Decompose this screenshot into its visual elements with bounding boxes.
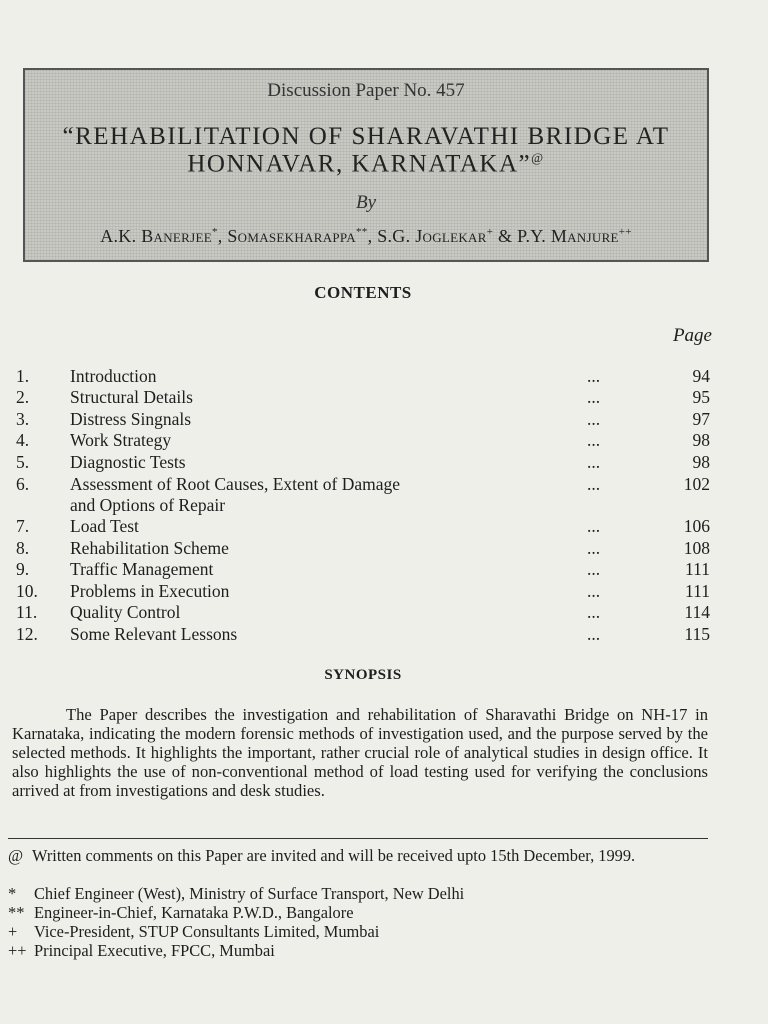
- toc-number: 1.: [16, 366, 30, 386]
- toc-leader: ...: [587, 430, 601, 450]
- footnote-divider: [8, 838, 708, 839]
- toc-title: Introduction: [70, 366, 157, 386]
- toc-number: 11.: [16, 602, 38, 622]
- toc-leader: ...: [587, 452, 601, 472]
- authors-line: [25, 226, 707, 247]
- toc-entry: [0, 387, 768, 409]
- toc-entry: [0, 516, 768, 538]
- toc-title: Structural Details: [70, 387, 193, 407]
- toc-entry: [0, 602, 768, 624]
- footnote-mark: @: [8, 846, 24, 865]
- footnote-text: Principal Executive, FPCC, Mumbai: [34, 941, 275, 960]
- toc-number: 9.: [16, 559, 30, 579]
- title-line-1: “REHABILITATION OF SHARAVATHI BRIDGE AT: [62, 123, 670, 150]
- toc-page-number: 97: [692, 409, 710, 429]
- toc-leader: ...: [587, 409, 601, 429]
- footnote-text: Engineer-in-Chief, Karnataka P.W.D., Bangalore: [34, 903, 354, 922]
- synopsis-paragraph: The Paper describes the investigation and rehabilitation of Sharavathi Bridge on NH-17 in Karnataka, indicating the modern forensic methods of investigation used, and the purpose served by the selected methods. It highlights the important, rather crucial role of analytical studies in design office. It also highlights the use of non-conventional method of load testing used for verifying the conclusions arrived at from investigations and desk studies.: [12, 705, 708, 800]
- toc-entry: [0, 366, 768, 388]
- author-mark: **: [355, 226, 368, 238]
- toc-page-number: 102: [683, 474, 710, 494]
- toc-entry: [0, 538, 768, 560]
- toc-title: Load Test: [70, 516, 139, 536]
- footnote-mark: +: [8, 922, 18, 941]
- toc-entry: [0, 409, 768, 431]
- toc-page-number: 108: [683, 538, 710, 558]
- title-mark: @: [531, 150, 545, 165]
- toc-entry: [0, 581, 768, 603]
- toc-number: 7.: [16, 516, 30, 536]
- toc-title: Diagnostic Tests: [70, 452, 186, 472]
- toc-number: 10.: [16, 581, 38, 601]
- toc-title: Quality Control: [70, 602, 181, 622]
- toc-page-number: 111: [685, 559, 710, 579]
- toc-leader: ...: [587, 559, 601, 579]
- toc-leader: ...: [587, 516, 601, 536]
- paper-number: Discussion Paper No. 457: [267, 80, 465, 101]
- author-separator: ,: [217, 226, 228, 246]
- author-name: P.Y. Manjure: [517, 226, 619, 246]
- page-column-label: Page: [672, 325, 712, 346]
- toc-number: 8.: [16, 538, 30, 558]
- title-line-2-text: HONNAVAR, KARNATAKA”: [187, 150, 532, 178]
- by-label: By: [355, 192, 377, 213]
- toc-page-number: 98: [692, 452, 710, 472]
- toc-leader: ...: [587, 474, 601, 494]
- toc-page-number: 106: [683, 516, 710, 536]
- toc-number: 5.: [16, 452, 30, 472]
- author-mark: ++: [618, 226, 632, 238]
- toc-title: Rehabilitation Scheme: [70, 538, 229, 558]
- footnote-mark: *: [8, 884, 17, 903]
- synopsis-heading: SYNOPSIS: [324, 667, 402, 683]
- toc-page-number: 94: [692, 366, 710, 386]
- toc-title: Some Relevant Lessons: [70, 624, 238, 644]
- footnote-text: Written comments on this Paper are invited and will be received upto 15th December, 1999.: [32, 846, 636, 865]
- author-mark: +: [486, 226, 494, 238]
- author-separator: &: [493, 226, 518, 246]
- footnote-mark: ++: [8, 941, 27, 960]
- toc-entry: [0, 452, 768, 474]
- toc-leader: ...: [587, 366, 601, 386]
- toc-title: Work Strategy: [70, 430, 172, 450]
- toc-number: 12.: [16, 624, 38, 644]
- toc-entry: [0, 624, 768, 646]
- toc-number: 4.: [16, 430, 30, 450]
- toc-number: 6.: [16, 474, 30, 494]
- toc-number: 2.: [16, 387, 30, 407]
- toc-page-number: 98: [692, 430, 710, 450]
- footnote-text: Chief Engineer (West), Ministry of Surface Transport, New Delhi: [34, 884, 465, 903]
- footnote-text: Vice-President, STUP Consultants Limited, Mumbai: [34, 922, 380, 941]
- toc-leader: ...: [587, 581, 601, 601]
- toc-leader: ...: [587, 387, 601, 407]
- toc-entry: [0, 559, 768, 581]
- toc-entry: [0, 474, 768, 515]
- footnote-mark: **: [8, 903, 25, 922]
- toc-page-number: 114: [684, 602, 710, 622]
- author-name: Somasekharappa: [227, 226, 356, 246]
- toc-title: Distress Singnals: [70, 409, 192, 429]
- toc-title: Assessment of Root Causes, Extent of Damage and Options of Repair: [70, 474, 401, 515]
- toc-page-number: 115: [684, 624, 710, 644]
- author-mark: *: [211, 226, 218, 238]
- toc-entry: [0, 430, 768, 452]
- toc-leader: ...: [587, 624, 601, 644]
- contents-heading: CONTENTS: [314, 283, 412, 302]
- toc-title: Traffic Management: [70, 559, 214, 579]
- author-name: A.K. Banerjee: [100, 226, 212, 246]
- toc-page-number: 95: [692, 387, 710, 407]
- toc-page-number: 111: [685, 581, 710, 601]
- author-separator: ,: [367, 226, 378, 246]
- toc-leader: ...: [587, 602, 601, 622]
- toc-leader: ...: [587, 538, 601, 558]
- toc-title: Problems in Execution: [70, 581, 230, 601]
- title-line-2: [25, 150, 707, 178]
- toc-number: 3.: [16, 409, 30, 429]
- author-name: S.G. Joglekar: [377, 226, 487, 246]
- title-box: [23, 68, 709, 262]
